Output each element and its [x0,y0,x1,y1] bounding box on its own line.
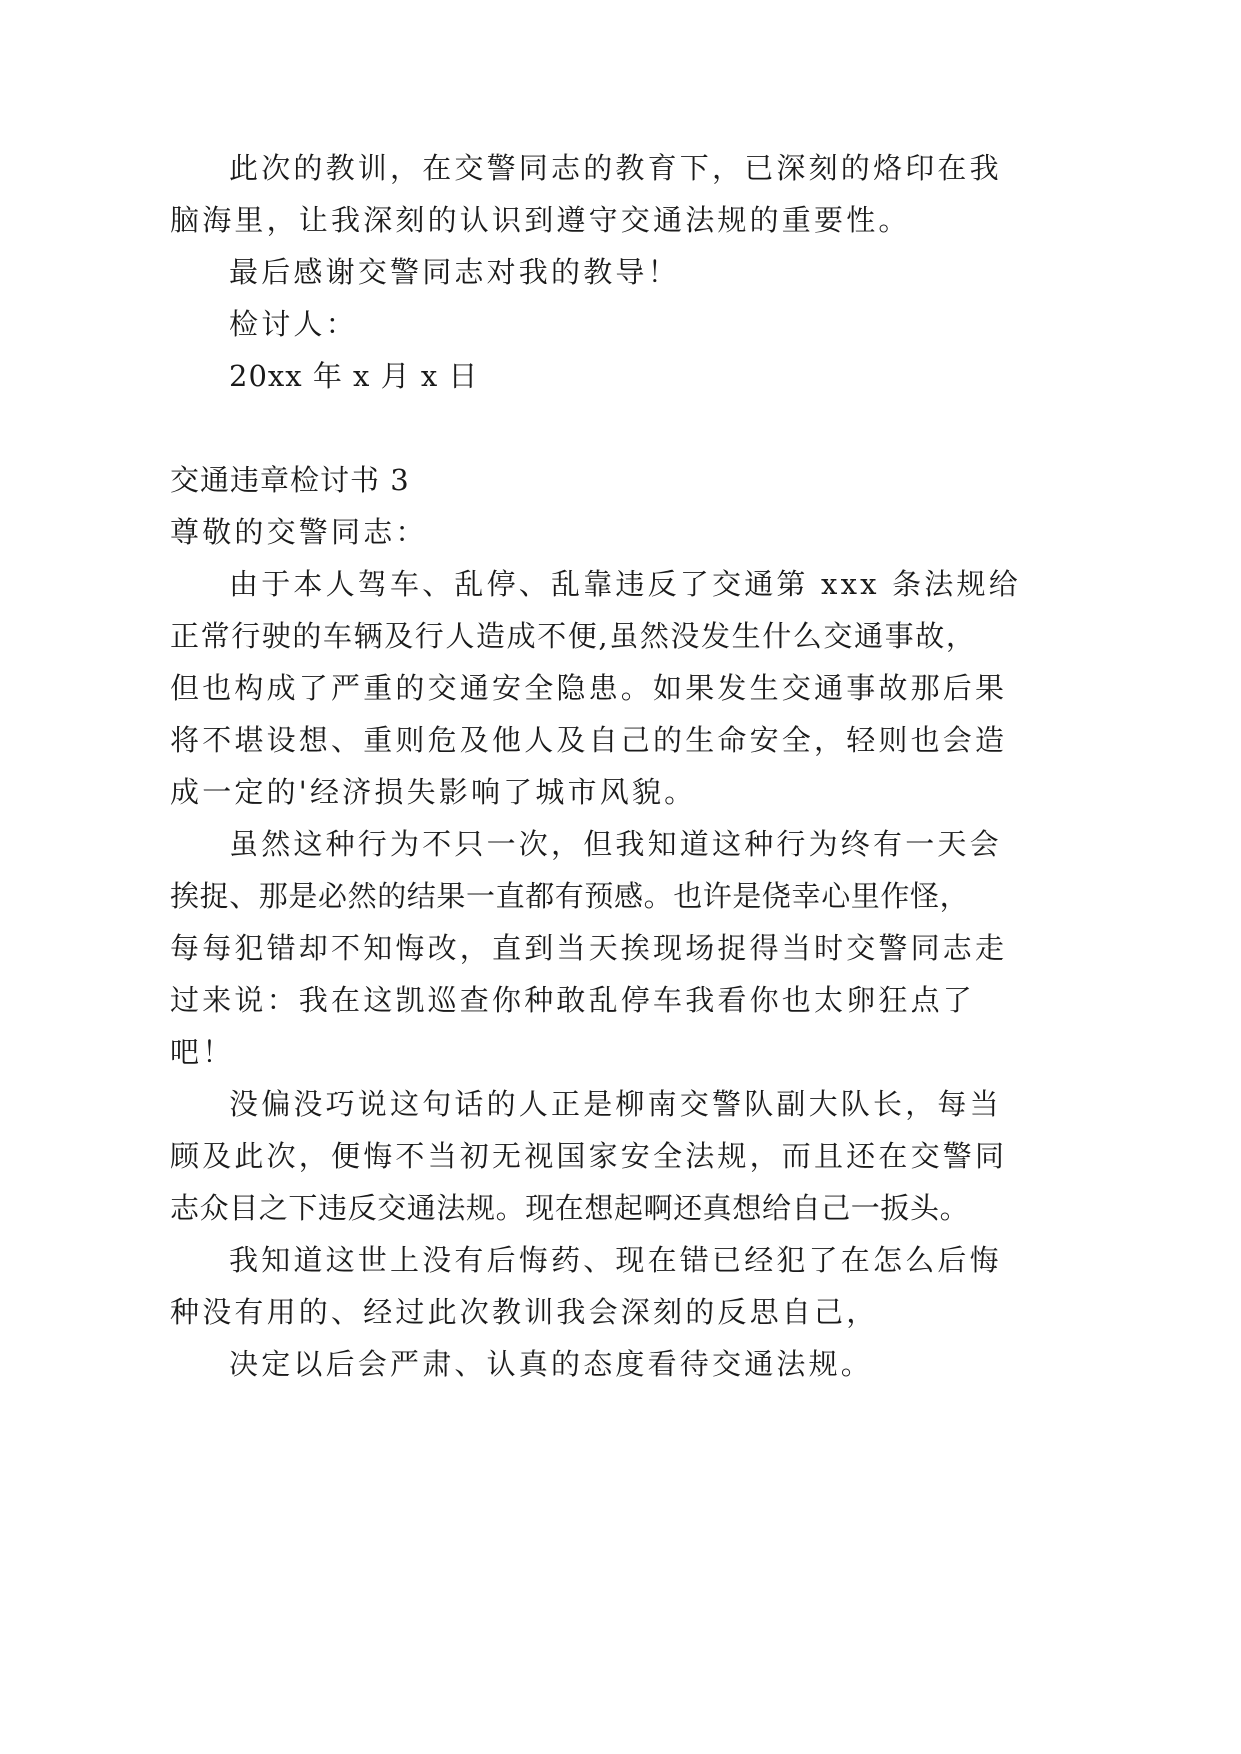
signature-label: 检讨人： [229,307,358,341]
section-title: 交通违章检讨书 3 [170,463,410,497]
paragraph-line: 由于本人驾车、乱停、乱靠违反了交通第 xxx 条法规给 [229,567,1021,601]
paragraph-line: 没偏没巧说这句话的人正是柳南交警队副大队长，每当 [229,1087,1002,1121]
date-line: 20xx 年 x 月 x 日 [229,359,479,393]
salutation: 尊敬的交警同志： [170,515,428,549]
paragraph-line: 将不堪设想、重则危及他人及自己的生命安全，轻则也会造 [170,723,1008,757]
paragraph-line: 成一定的'经济损失影响了城市风貌。 [170,775,697,809]
paragraph-line: 志众目之下违反交通法规。现在想起啊还真想给自己一扳头。 [170,1191,970,1225]
paragraph-line: 但也构成了严重的交通安全隐患。如果发生交通事故那后果 [170,671,1008,705]
paragraph-line: 顾及此次，便悔不当初无视国家安全法规，而且还在交警同 [170,1139,1008,1173]
paragraph-line: 我知道这世上没有后悔药、现在错已经犯了在怎么后悔 [229,1243,1002,1277]
paragraph-line: 此次的教训，在交警同志的教育下，已深刻的烙印在我 [229,151,1002,185]
paragraph-line: 正常行驶的车辆及行人造成不便,虽然没发生什么交通事故， [170,619,977,653]
paragraph-line: 每每犯错却不知悔改，直到当天挨现场捉得当时交警同志走 [170,931,1008,965]
paragraph-line: 决定以后会严肃、认真的态度看待交通法规。 [229,1347,874,1381]
paragraph-line: 脑海里，让我深刻的认识到遵守交通法规的重要性。 [170,203,911,237]
paragraph-line: 种没有用的、经过此次教训我会深刻的反思自己， [170,1295,879,1329]
paragraph-line: 最后感谢交警同志对我的教导！ [229,255,680,289]
paragraph-line: 吧！ [170,1035,235,1069]
paragraph-line: 过来说：我在这凯巡查你种敢乱停车我看你也太卵狂点了 [170,983,976,1017]
paragraph-line: 挨捉、那是必然的结果一直都有预感。也许是侥幸心里作怪， [170,879,970,913]
paragraph-line: 虽然这种行为不只一次，但我知道这种行为终有一天会 [229,827,1002,861]
